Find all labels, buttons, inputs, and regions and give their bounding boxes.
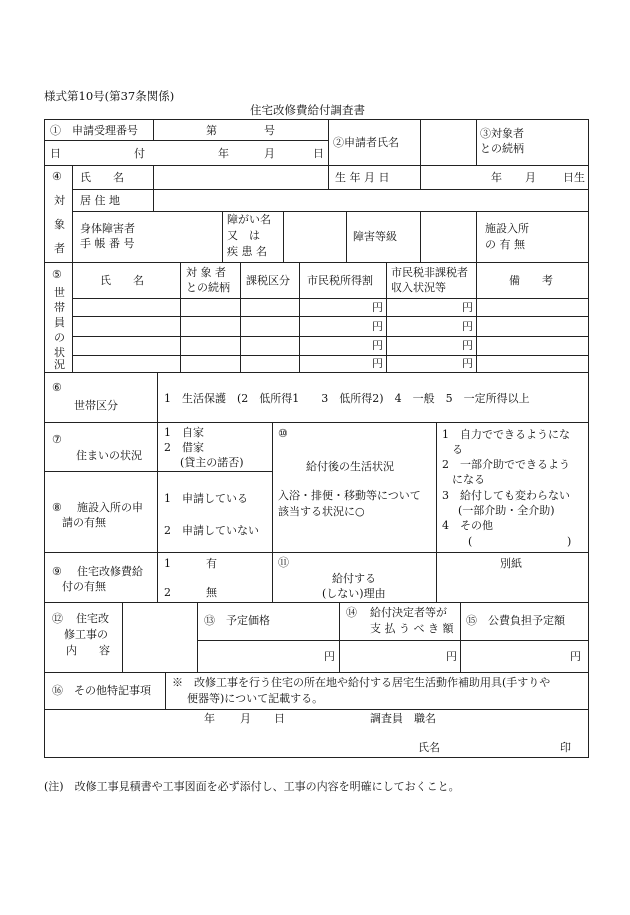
outcome-4-paren-open: (: [468, 535, 473, 548]
facility-application-label-1: 施設入所の申: [77, 501, 143, 514]
col-remarks: 備 考: [509, 274, 553, 287]
reason-line2: (しない)理由: [322, 587, 386, 600]
form-title: 住宅改修費給付調査書: [250, 103, 365, 117]
household-category-label: 世帯区分: [74, 399, 118, 412]
yen-mark: 円: [372, 339, 383, 352]
outcome-1-line1: 1 自力でできるようにな: [442, 428, 570, 441]
relationship-label-1: ③対象者: [480, 127, 524, 140]
sec5-side-5: 状: [54, 346, 65, 359]
facility-label-1: 施設入所: [485, 222, 529, 235]
sec9-number: ⑨: [52, 565, 62, 578]
disability-grade-label: 障害等級: [353, 230, 397, 243]
post-benefit-title: 給付後の生活状況: [306, 460, 394, 473]
col-nontax-2: 収入状況等: [391, 281, 446, 294]
outcome-3: 3 給付しても変わらない: [442, 489, 570, 502]
special-notes-line2: 便器等)について記載する。: [187, 692, 324, 705]
handbook-label-2: 手 帳 番 号: [80, 237, 135, 250]
housing-landlord: (貸主の諾否): [180, 456, 244, 469]
sec14-number: ⑭: [346, 606, 357, 619]
outcome-2-line1: 2 一部介助でできるよう: [442, 458, 570, 471]
sec5-side-6: 況: [54, 358, 65, 371]
sec6-number: ⑥: [52, 381, 62, 394]
yen-mark: 円: [372, 320, 383, 333]
sec4-side-1: 対: [54, 194, 65, 207]
work-content-label-2: 修工事の: [64, 628, 108, 641]
sec12-number: ⑫: [52, 612, 63, 625]
separate-sheet: 別紙: [500, 557, 522, 570]
benefit-no-num: 2: [164, 586, 171, 599]
sign-day: 日: [274, 712, 285, 725]
subject-name-label: 氏 名: [80, 171, 124, 184]
sec5-side-2: 帯: [54, 301, 65, 314]
seal-mark: 印: [560, 741, 571, 754]
outcome-3-note: (一部介助・全介助): [458, 504, 555, 517]
sec4-number: ④: [52, 170, 62, 183]
yen-mark: 円: [372, 301, 383, 314]
footnote: (注) 改修工事見積書や工事図面を必ず添付し、工事の内容を明確にしておくこと。: [44, 780, 460, 793]
birth-day: 日生: [563, 171, 585, 184]
facility-label-2: の 有 無: [485, 238, 525, 251]
benefit-yes: 有: [206, 557, 217, 570]
work-content-label-1: 住宅改: [76, 612, 109, 625]
col-relationship-1: 対 象 者: [186, 266, 226, 279]
sec5-number: ⑤: [52, 268, 62, 281]
date-label-day: 日: [50, 147, 61, 160]
disease-label-3: 疾 患 名: [227, 245, 267, 258]
yen-mark: 円: [462, 320, 473, 333]
renovation-benefit-label-1: 住宅改修費給: [77, 565, 143, 578]
yen-mark: 円: [462, 357, 473, 370]
col-member-name: 氏 名: [100, 274, 144, 287]
outcome-1-line2: る: [452, 443, 463, 456]
post-benefit-desc-1: 入浴・排便・移動等について: [278, 489, 421, 502]
date-day: 日: [313, 147, 324, 160]
special-notes-label: ⑯ その他特記事項: [52, 684, 151, 697]
yen-mark: 円: [372, 357, 383, 370]
sec5-side-4: の: [54, 331, 65, 344]
col-income-tax: 市民税所得割: [307, 274, 373, 287]
form-number: 様式第10号(第37条関係): [44, 89, 175, 103]
yen-mark: 円: [462, 301, 473, 314]
work-content-label-3: 内 容: [66, 644, 110, 657]
disease-label-2: 又 は: [227, 229, 260, 242]
inspector-name-label: 氏名: [418, 741, 440, 754]
facility-application-label-2: 請の有無: [62, 516, 106, 529]
payable-amount-label-1: 給付決定者等が: [370, 606, 447, 619]
disease-label-1: 障がい名: [227, 213, 271, 226]
housing-own: 1 自家: [164, 426, 204, 439]
col-tax-category: 課税区分: [246, 274, 290, 287]
post-benefit-desc-2: 該当する状況に○: [278, 505, 365, 518]
payable-amount-label-2: 支 払 う べ き 額: [370, 622, 454, 635]
estimated-price-label: ⑬ 予定価格: [204, 614, 270, 627]
sign-month: 月: [240, 712, 251, 725]
special-notes-line1: ※ 改修工事を行う住宅の所在地や給付する居宅生活動作補助用具(手すりや: [172, 676, 551, 689]
sec5-side-1: 世: [54, 286, 65, 299]
sign-year: 年: [204, 712, 215, 725]
sec8-number: ⑧: [52, 501, 62, 514]
birthdate-label: 生 年 月 日: [335, 171, 390, 184]
housing-rent: 2 借家: [164, 441, 204, 454]
birth-month: 月: [525, 171, 536, 184]
receipt-number-prefix: 第: [206, 124, 217, 137]
facility-not-applied: 2 申請していない: [164, 524, 259, 537]
col-nontax-1: 市民税非課税者: [391, 266, 468, 279]
inspector-title: 調査員 職名: [370, 712, 436, 725]
date-year: 年: [218, 147, 229, 160]
date-label-attach: 付: [134, 147, 145, 160]
handbook-label-1: 身体障害者: [80, 222, 135, 235]
housing-label: 住まいの状況: [76, 449, 142, 462]
outcome-2-line2: になる: [452, 473, 485, 486]
household-category-options: 1 生活保護 (2 低所得1 3 低所得2) 4 一般 5 一定所得以上: [164, 392, 530, 405]
date-month: 月: [264, 147, 275, 160]
col-relationship-2: との続柄: [186, 281, 230, 294]
outcome-4: 4 その他: [442, 519, 493, 532]
benefit-yes-num: 1: [164, 557, 171, 570]
sec7-number: ⑦: [52, 433, 62, 446]
sec11-number: ⑪: [278, 556, 289, 569]
reason-line1: 給付する: [332, 572, 376, 585]
sec4-side-2: 象: [54, 218, 65, 231]
applicant-name-label: ②申請者氏名: [333, 136, 399, 149]
public-burden-yen: 円: [570, 650, 581, 663]
estimated-price-yen: 円: [324, 650, 335, 663]
address-label: 居 住 地: [80, 194, 120, 207]
renovation-benefit-label-2: 付の有無: [62, 580, 106, 593]
yen-mark: 円: [462, 339, 473, 352]
benefit-no: 無: [206, 586, 217, 599]
receipt-number-suffix: 号: [264, 124, 275, 137]
sec4-side-3: 者: [54, 242, 65, 255]
relationship-label-2: との続柄: [480, 142, 524, 155]
facility-applied: 1 申請している: [164, 492, 248, 505]
sec5-side-3: 員: [54, 316, 65, 329]
public-burden-label: ⑮ 公費負担予定額: [466, 614, 565, 627]
birth-year: 年: [491, 171, 502, 184]
payable-amount-yen: 円: [446, 650, 457, 663]
sec10-number: ⑩: [278, 427, 288, 440]
receipt-number-label: ① 申請受理番号: [50, 124, 138, 137]
outcome-4-paren-close: ): [567, 535, 572, 548]
